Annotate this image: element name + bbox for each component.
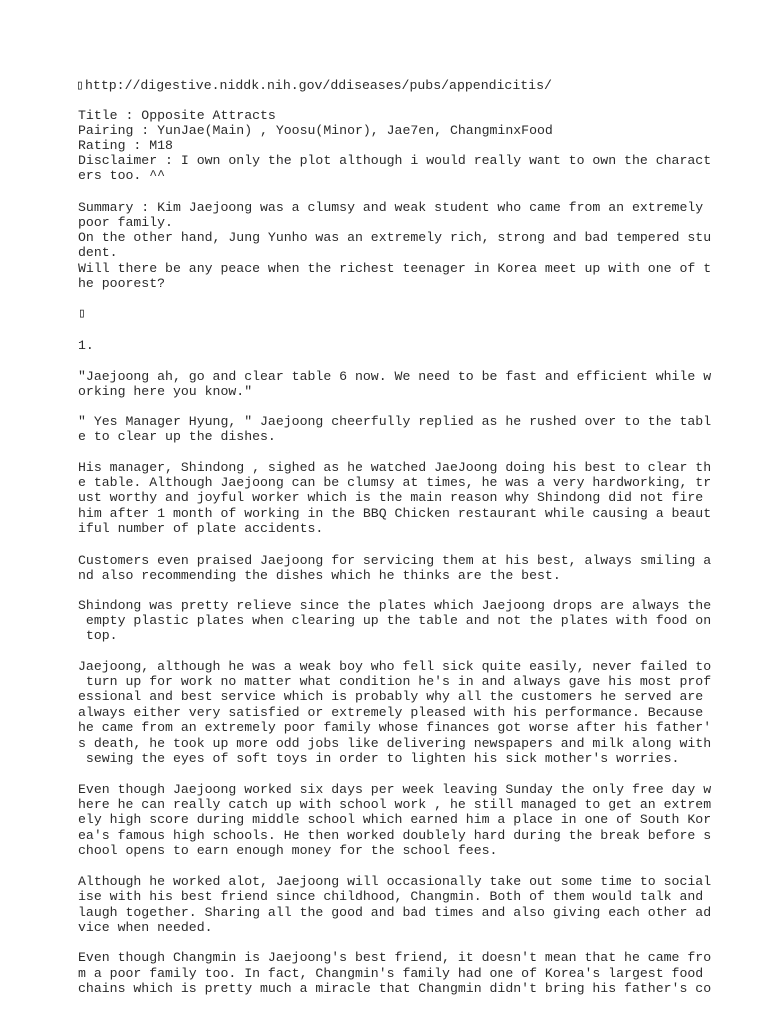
text-line: His manager, Shindong , sighed as he watched JaeJoong doing his best to clear th: [78, 460, 712, 475]
text-line: always either very satisfied or extremely pleased with his performance. Because: [78, 705, 704, 720]
text-line: Pairing : YunJae(Main) , Yoosu(Minor), Jae7en, ChangminxFood: [78, 123, 553, 138]
text-line: laugh together. Sharing all the good and bad times and also giving each other ad: [78, 905, 712, 920]
text-line: e to clear up the dishes.: [78, 429, 276, 444]
text-line: Title : Opposite Attracts: [78, 108, 276, 123]
text-line: On the other hand, Jung Yunho was an extremely rich, strong and bad tempered stu: [78, 230, 712, 245]
text-line: Customers even praised Jaejoong for servicing them at his best, always smiling a: [78, 553, 712, 568]
text-line: Jaejoong, although he was a weak boy who fell sick quite easily, never failed to: [78, 659, 712, 674]
placeholder-glyph: ▯: [76, 78, 84, 93]
text-line: " Yes Manager Hyung, " Jaejoong cheerfully replied as he rushed over to the tabl: [78, 414, 712, 429]
text-line: nd also recommending the dishes which he thinks are the best.: [78, 568, 561, 583]
text-line: Disclaimer : I own only the plot although i would really want to own the charact: [78, 153, 712, 168]
text-line: here he can really catch up with school work , he still managed to get an extrem: [78, 797, 712, 812]
text-line: ust worthy and joyful worker which is the main reason why Shindong did not fire: [78, 490, 704, 505]
text-line: m a poor family too. In fact, Changmin's family had one of Korea's largest food: [78, 966, 704, 981]
text-line: top.: [78, 628, 118, 643]
text-line: ers too. ^^: [78, 168, 166, 183]
text-line: Although he worked alot, Jaejoong will occasionally take out some time to social: [78, 874, 712, 889]
text-line: he came from an extremely poor family whose finances got worse after his father': [78, 720, 712, 735]
text-line: chool opens to earn enough money for the school fees.: [78, 843, 498, 858]
text-line: he poorest?: [78, 276, 166, 291]
text-line: ea's famous high schools. He then worked doublely hard during the break before s: [78, 828, 712, 843]
text-line: dent.: [78, 245, 118, 260]
chapter-number: 1.: [78, 338, 94, 353]
text-line: e table. Although Jaejoong can be clumsy at times, he was a very hardworking, tr: [78, 475, 712, 490]
text-line: poor family.: [78, 215, 173, 230]
text-line: sewing the eyes of soft toys in order to lighten his sick mother's worries.: [78, 751, 680, 766]
text-line: him after 1 month of working in the BBQ Chicken restaurant while causing a beaut: [78, 506, 712, 521]
text-line: Will there be any peace when the richest teenager in Korea meet up with one of t: [78, 261, 712, 276]
text-line: chains which is pretty much a miracle that Changmin didn't bring his father's co: [78, 981, 712, 996]
text-line: Even though Changmin is Jaejoong's best friend, it doesn't mean that he came fro: [78, 950, 712, 965]
placeholder-glyph: ▯: [78, 306, 86, 321]
text-line: ise with his best friend since childhood, Changmin. Both of them would talk and: [78, 889, 704, 904]
text-line: Shindong was pretty relieve since the plates which Jaejoong drops are always the: [78, 598, 712, 613]
text-line: "Jaejoong ah, go and clear table 6 now. We need to be fast and efficient while w: [78, 369, 712, 384]
text-line: empty plastic plates when clearing up the table and not the plates with food on: [78, 613, 712, 628]
text-line: vice when needed.: [78, 920, 213, 935]
text-line: Summary : Kim Jaejoong was a clumsy and weak student who came from an extremely: [78, 200, 704, 215]
text-line: turn up for work no matter what condition he's in and always gave his most prof: [78, 674, 712, 689]
text-line: orking here you know.": [78, 384, 253, 399]
text-line: Rating : M18: [78, 138, 173, 153]
text-line: essional and best service which is probably why all the customers he served are: [78, 689, 704, 704]
text-line: iful number of plate accidents.: [78, 521, 324, 536]
text-line: ely high score during middle school which earned him a place in one of South Kor: [78, 812, 712, 827]
text-line: Even though Jaejoong worked six days per week leaving Sunday the only free day w: [78, 782, 712, 797]
source-url: http://digestive.niddk.nih.gov/ddiseases/pubs/appendicitis/: [85, 78, 552, 93]
text-line: s death, he took up more odd jobs like delivering newspapers and milk along with: [78, 736, 712, 751]
